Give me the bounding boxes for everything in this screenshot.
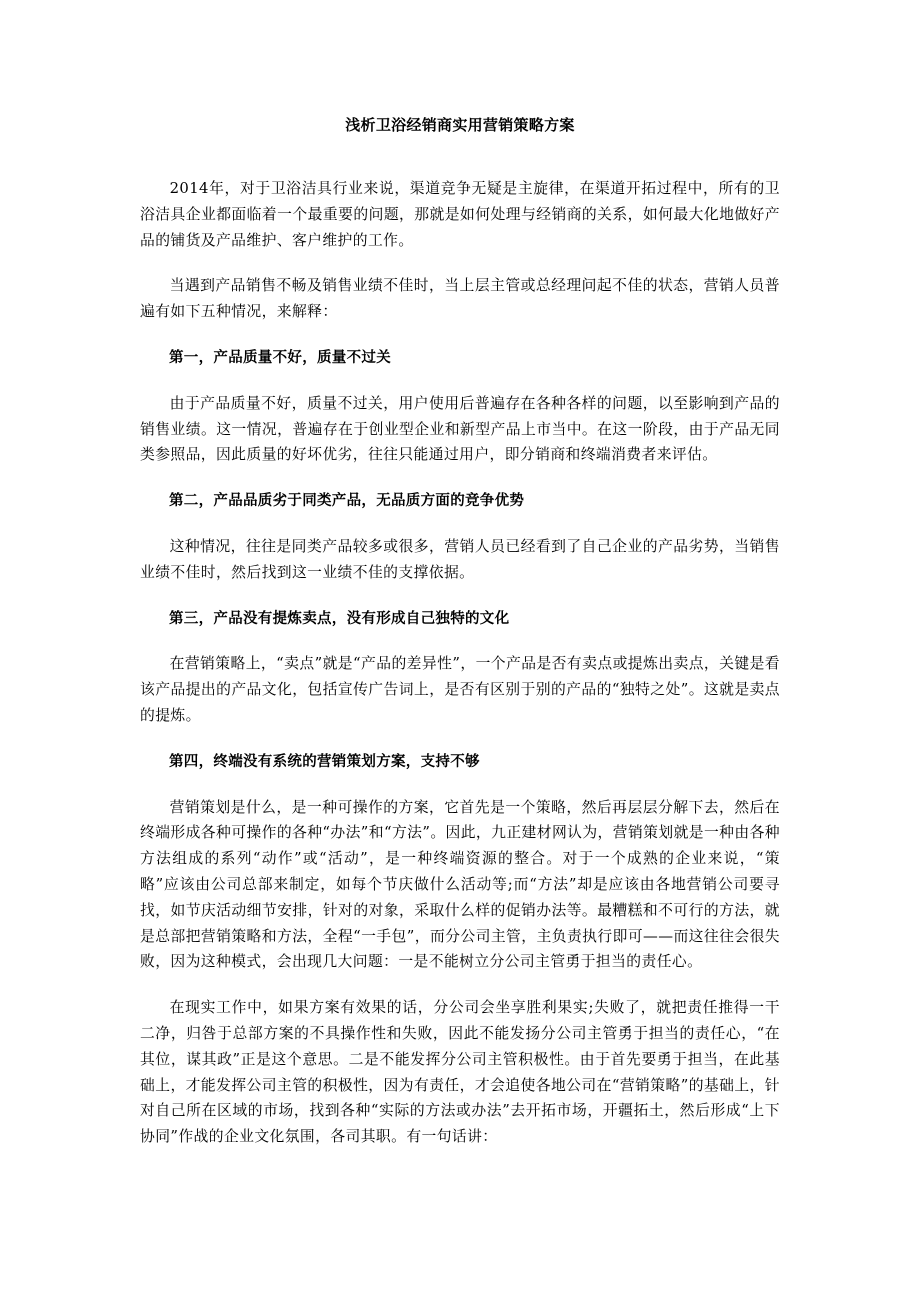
section-heading: 第三，产品没有提炼卖点，没有形成自己独特的文化 <box>169 609 510 627</box>
paragraph: 2014年，对于卫浴洁具行业来说，渠道竞争无疑是主旋律，在渠道开拓过程中，所有的卫浴洁具企业都面临着一个最重要的问题，那就是如何处理与经销商的关系，如何最大化地做好产品的铺货及产品维护、客户维护的工作。 <box>140 180 780 249</box>
paragraph: 营销策划是什么，是一种可操作的方案，它首先是一个策略，然后再层层分解下去，然后在终端形成各种可操作的各种“办法”和“方法”。因此，九正建材网认为，营销策划就是一种由各种方法组成的系列“动作”或“活动”，是一种终端资源的整合。对于一个成熟的企业来说，“策略”应该由公司总部来制定，如每个节庆做什么活动等;而“方法”却是应该由各地营销公司要寻找，如节庆活动细节安排，针对的对象，采取什么样的促销办法等。最糟糕和不可行的方法，就是总部把营销策略和方法，全程“一手包”，而分公司主管，主负责执行即可——而这往往会很失败，因为这种模式，会出现几大问题：一是不能树立分公司主管勇于担当的责任心。 <box>140 798 780 971</box>
section-heading: 第二，产品品质劣于同类产品，无品质方面的竞争优势 <box>169 492 525 510</box>
section-heading: 第一，产品质量不好，质量不过关 <box>169 348 391 366</box>
paragraph: 由于产品质量不好，质量不过关，用户使用后普遍存在各种各样的问题，以至影响到产品的销售业绩。这一情况，普遍存在于创业型企业和新型产品上市当中。在这一阶段，由于产品无同类参照品，因此质量的好坏优劣，往往只能通过用户，即分销商和终端消费者来评估。 <box>140 394 780 464</box>
paragraph: 这种情况，往往是同类产品较多或很多，营销人员已经看到了自己企业的产品劣势，当销售业绩不佳时，然后找到这一业绩不佳的支撑依据。 <box>140 537 780 581</box>
document-title: 浅析卫浴经销商实用营销策略方案 <box>345 116 575 134</box>
paragraph: 在现实工作中，如果方案有效果的话，分公司会坐享胜利果实;失败了，就把责任推得一干二净，归咎于总部方案的不具操作性和失败，因此不能发扬分公司主管勇于担当的责任心，“在其位，谋其政”正是这个意思。二是不能发挥分公司主管积极性。由于首先要勇于担当，在此基础上，才能发挥公司主管的积极性，因为有责任，才会追使各地公司在“营销策略”的基础上，针对自己所在区域的市场，找到各种“实际的方法或办法”去开拓市场，开疆拓土，然后形成“上下协同”作战的企业文化氛围，各司其职。有一句话讲： <box>140 999 780 1146</box>
paragraph: 在营销策略上，“卖点”就是“产品的差异性”，一个产品是否有卖点或提炼出卖点，关键是看该产品提出的产品文化，包括宣传广告词上，是否有区别于别的产品的“独特之处”。这就是卖点的提炼。 <box>140 655 780 724</box>
paragraph: 当遇到产品销售不畅及销售业绩不佳时，当上层主管或总经理问起不佳的状态，营销人员普遍有如下五种情况，来解释： <box>140 277 780 321</box>
section-heading: 第四，终端没有系统的营销策划方案，支持不够 <box>169 752 480 770</box>
document-body <box>140 176 780 1170</box>
